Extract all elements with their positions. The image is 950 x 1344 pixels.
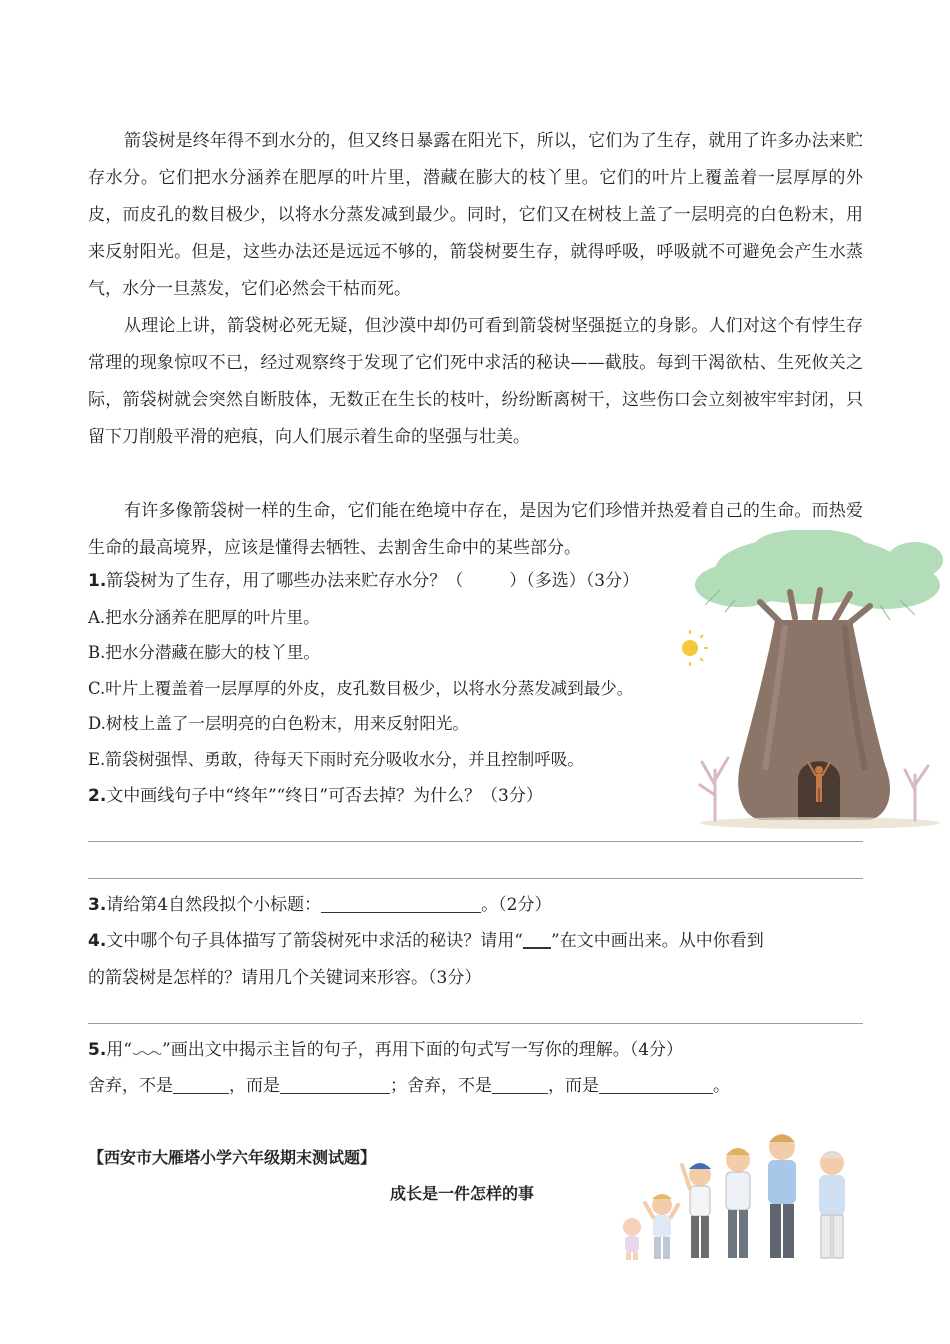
passage-paragraph-3: 有许多像箭袋树一样的生命，它们能在绝境中存在，是因为它们珍惜并热爱着自己的生命。而热爱生命的最高境界，应该是懂得去牺牲、去割舍生命中的某些部分。	[88, 501, 863, 558]
growth-stages-illustration	[610, 1125, 860, 1265]
answer-line[interactable]	[88, 1023, 863, 1024]
sentence-pattern-part: 舍弃，不是	[88, 1076, 173, 1096]
teen-figure	[682, 1163, 711, 1258]
answer-line[interactable]	[88, 841, 863, 842]
question-4-line-1	[88, 926, 863, 956]
question-1-text: 箭袋树为了生存，用了哪些办法来贮存水分？（	[106, 571, 464, 591]
question-5-number: 5.	[88, 1040, 107, 1060]
answer-blank[interactable]	[492, 1075, 548, 1094]
sentence-pattern-part: ，而是	[548, 1076, 599, 1096]
sentence-pattern-part: ，而是	[229, 1076, 280, 1096]
question-1-option-d[interactable]: D.树枝上盖了一层明亮的白色粉末，用来反射阳光。	[88, 714, 469, 733]
question-5-text-a: 用“	[106, 1040, 132, 1060]
question-5-text-b: ”画出文中揭示主旨的句子，再用下面的句式写一写你的理解。（4分）	[162, 1040, 684, 1060]
question-1-option-c[interactable]: C.叶片上覆盖着一层厚厚的外皮，皮孔数目极少，以将水分蒸发减到最少。	[88, 679, 634, 698]
passage-paragraph-2: 从理论上讲，箭袋树必死无疑，但沙漠中却仍可看到箭袋树坚强挺立的身影。人们对这个有悖生存常理的现象惊叹不已，经过观察终于发现了它们死中求活的秘诀——截肢。每到干渴欲枯、生死攸关之际，箭袋树就会突然自断肢体，无数正在生长的枝叶，纷纷断离树干，这些伤口会立刻被牢牢封闭，只留下刀削般平滑的疤痕，向人们展示着生命的坚强与壮美。	[88, 316, 863, 447]
question-2-text: 文中画线句子中“终年”“终日”可否去掉？为什么？（3分）	[106, 786, 543, 806]
quiver-tree-illustration	[680, 530, 945, 830]
question-3-text: 请给第4自然段拟个小标题：	[106, 895, 322, 915]
question-1-option-a[interactable]: A.把水分涵养在肥厚的叶片里。	[88, 608, 320, 627]
question-5-line-1	[88, 1035, 863, 1065]
question-3-blank[interactable]	[321, 894, 481, 913]
question-4-text-b: ”在文中画出来。从中你看到	[551, 931, 764, 951]
question-1-number: 1.	[88, 571, 107, 591]
question-4-number: 4.	[88, 931, 107, 951]
adult-man-figure	[768, 1134, 796, 1258]
question-2-number: 2.	[88, 786, 107, 806]
question-1-tail: ）（多选）（3分）	[509, 571, 640, 591]
question-4-text-a: 文中哪个句子具体描写了箭袋树死中求活的秘诀？请用“	[106, 931, 523, 951]
essay-title: 成长是一件怎样的事	[390, 1184, 535, 1203]
sun-icon	[680, 630, 708, 666]
question-3-tail: 。（2分）	[481, 895, 552, 915]
exam-source-title: 【西安市大雁塔小学六年级期末测试题】	[88, 1148, 377, 1167]
question-5-line-2	[88, 1071, 863, 1101]
answer-blank[interactable]	[280, 1075, 390, 1094]
question-1-option-e[interactable]: E.箭袋树强悍、勇敢，待每天下雨时充分吸收水分，并且控制呼吸。	[88, 750, 584, 769]
sentence-pattern-part: ；舍弃，不是	[390, 1076, 492, 1096]
child-figure	[645, 1194, 678, 1259]
question-4-line-2: 的箭袋树是怎样的？请用几个关键词来形容。（3分）	[88, 968, 482, 988]
elder-man-figure	[819, 1151, 845, 1258]
wavy-underline-icon	[132, 1043, 162, 1057]
baby-figure	[623, 1218, 641, 1260]
underline-mark-sample	[523, 929, 551, 949]
young-man-figure	[726, 1148, 750, 1258]
question-1-option-b[interactable]: B.把水分潜藏在膨大的枝丫里。	[88, 643, 320, 662]
passage-paragraph-1: 箭袋树是终年得不到水分的，但又终日暴露在阳光下，所以，它们为了生存，就用了许多办法来贮存水分。它们把水分涵养在肥厚的叶片里，潜藏在膨大的枝丫里。它们的叶片上覆盖着一层厚厚的外皮，而皮孔的数目极少，以将水分蒸发减到最少。同时，它们又在树枝上盖了一层明亮的白色粉末，用来反射阳光。但是，这些办法还是远远不够的，箭袋树要生存，就得呼吸，呼吸就不可避免会产生水蒸气，水分一旦蒸发，它们必然会干枯而死。	[88, 131, 863, 299]
answer-blank[interactable]	[173, 1075, 229, 1094]
question-3-number: 3.	[88, 895, 107, 915]
question-3	[88, 890, 863, 920]
sentence-pattern-part: 。	[713, 1076, 730, 1096]
answer-blank[interactable]	[599, 1075, 713, 1094]
answer-line[interactable]	[88, 878, 863, 879]
